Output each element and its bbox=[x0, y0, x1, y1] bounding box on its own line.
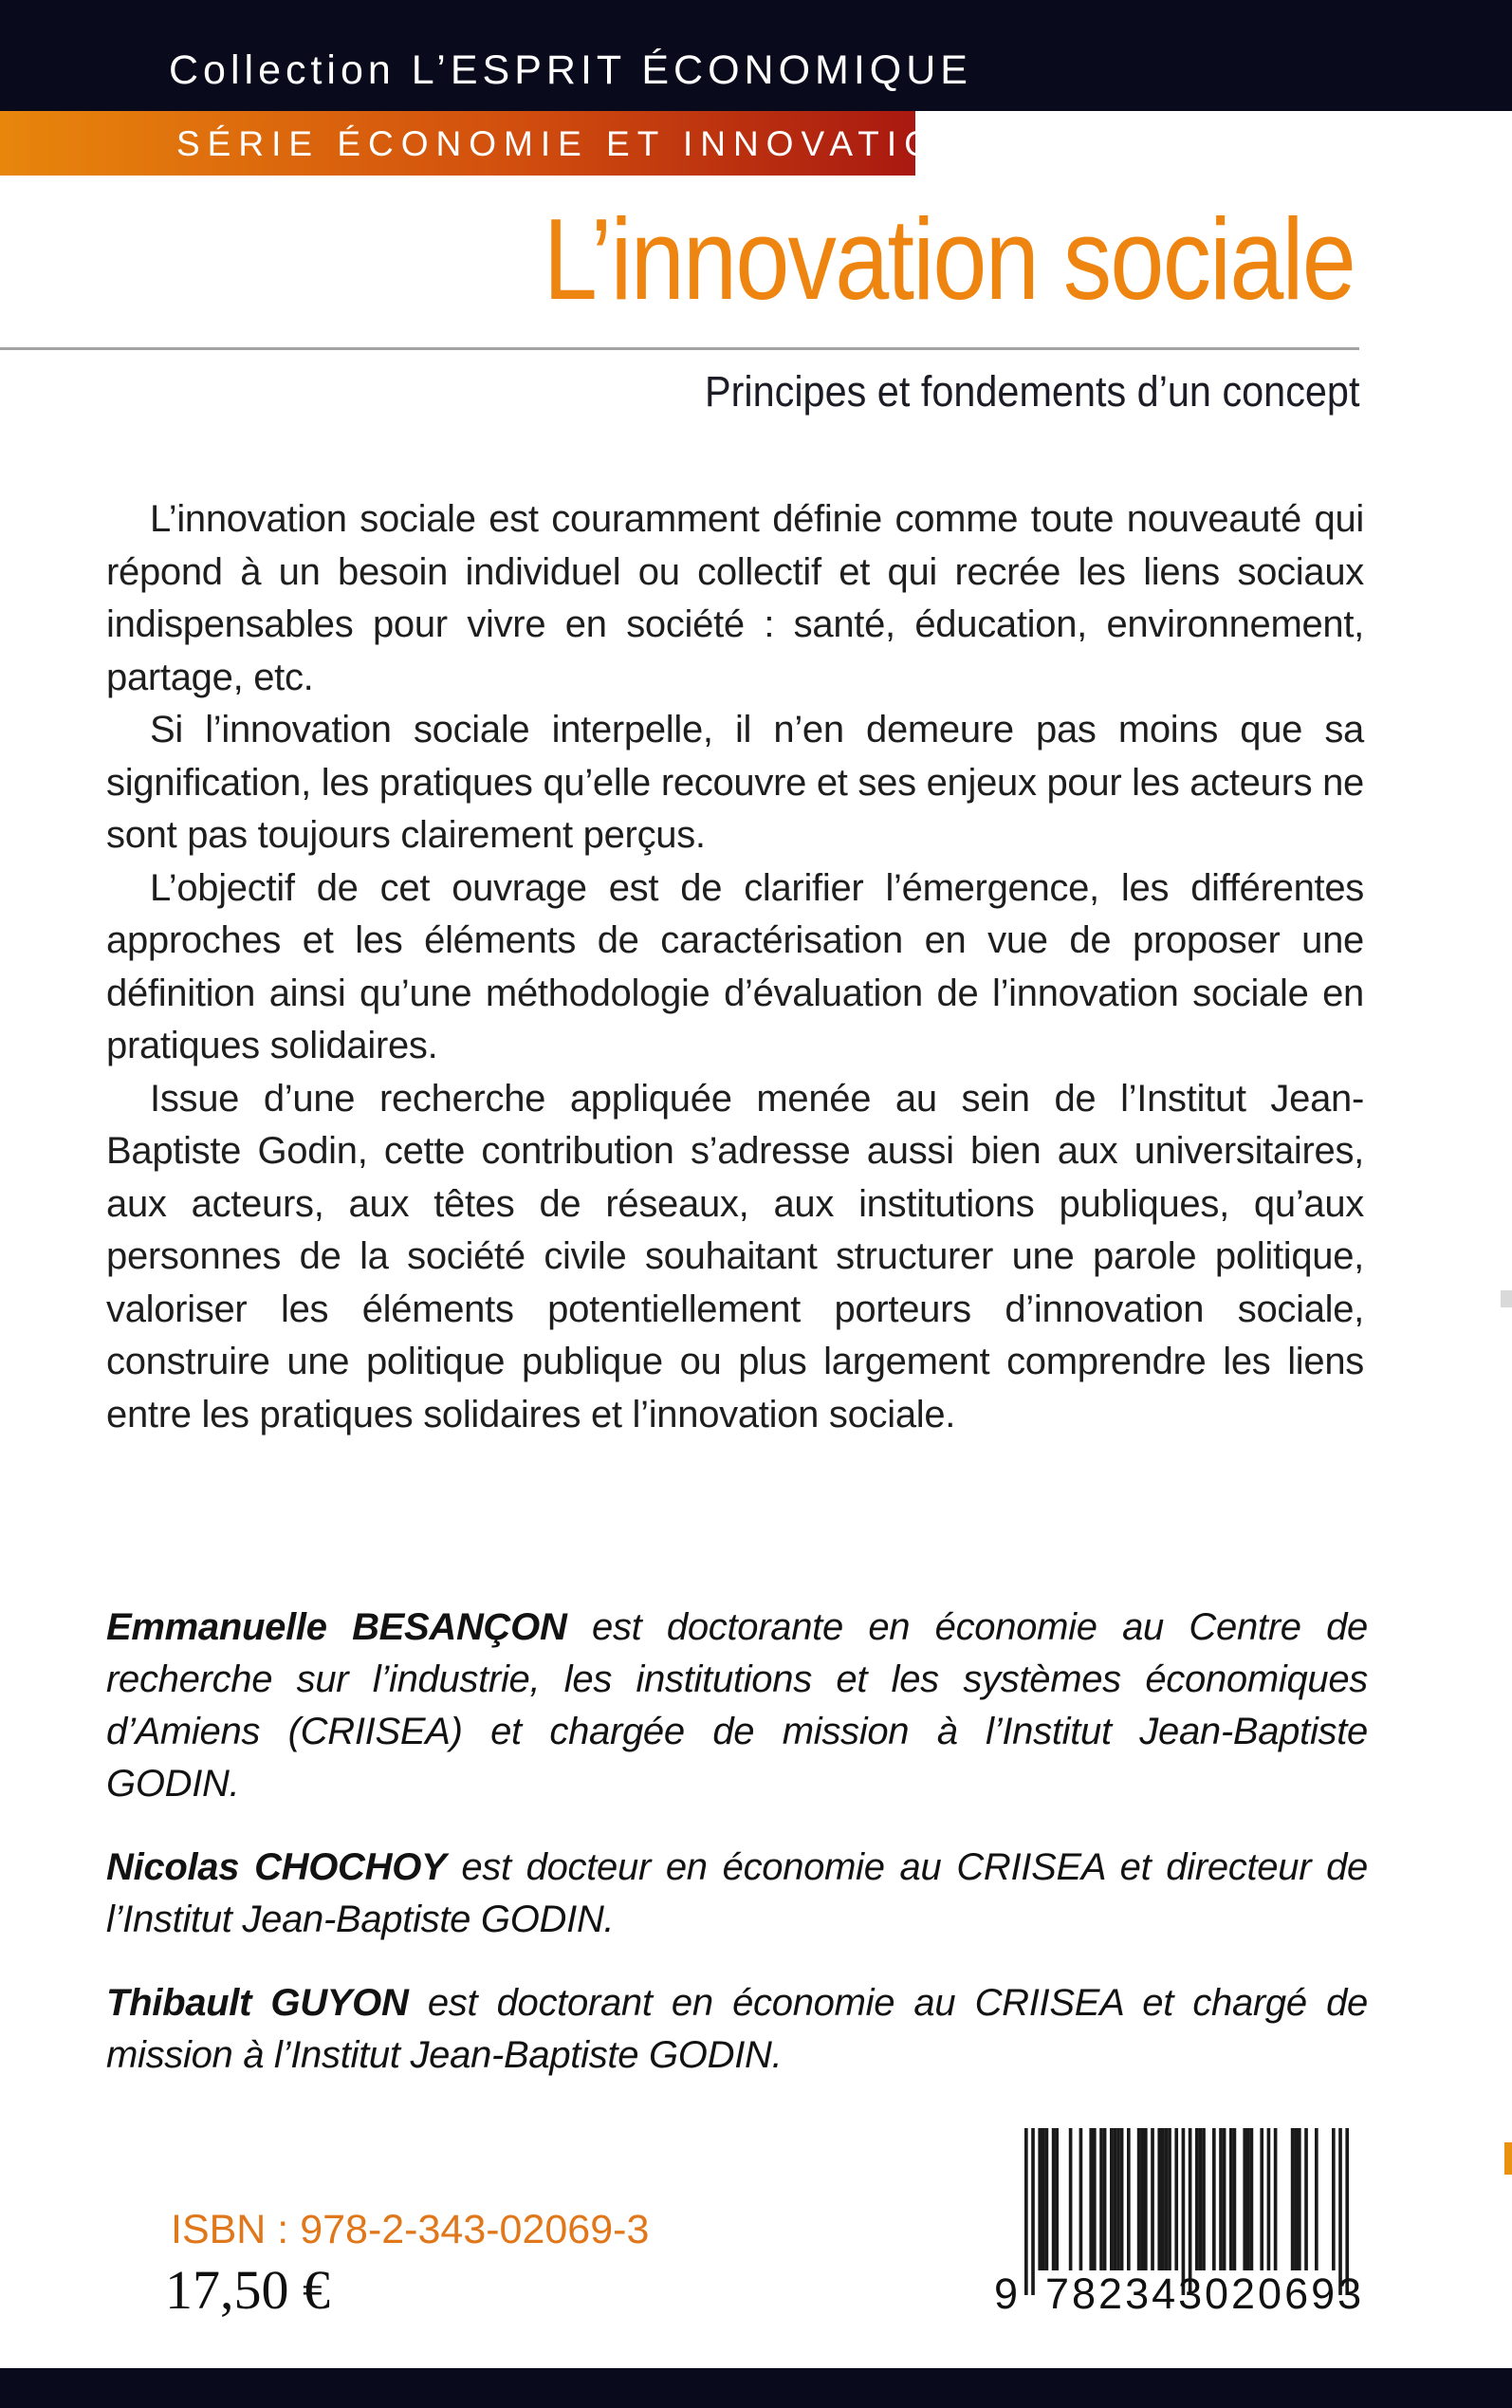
author-name: Thibault GUYON bbox=[106, 1982, 409, 2024]
back-cover-summary bbox=[106, 493, 1364, 1441]
title-divider-rule bbox=[0, 347, 1359, 350]
series-bar bbox=[0, 111, 972, 176]
author-bio-text: est doctorante en économie au Centre de recherche sur l’industrie, les institutions et les systèmes économiques d’Amiens (CRIISEA) et chargée de mission à l’Institut Jean-Baptiste GODIN. bbox=[106, 1606, 1368, 1805]
book-subtitle: Principes et fondements d’un concept bbox=[704, 367, 1359, 416]
author-bio bbox=[106, 1842, 1368, 1946]
right-edge-grey-mark bbox=[1501, 1290, 1512, 1307]
right-edge-orange-mark bbox=[1504, 2142, 1512, 2175]
price-label: 17,50 € bbox=[165, 2259, 330, 2321]
barcode-digits-left: 782343 bbox=[1045, 2269, 1206, 2318]
bottom-navy-bar bbox=[0, 2368, 1512, 2408]
summary-paragraph: Issue d’une recherche appliquée menée au sein de l’Institut Jean-Baptiste Godin, cette contribution s’adresse aussi bien aux universitaires, aux acteurs, aux têtes de réseaux, aux institutions publiques, qu’aux personnes de la société civile souhaitant structurer une parole politique, valoriser les éléments potentiellement porteurs d’innovation sociale, construire une politique publique ou plus largement comprendre les liens entre les pratiques solidaires et l’innovation sociale. bbox=[106, 1077, 1364, 1436]
summary-paragraph: L’objectif de cet ouvrage est de clarifier l’émergence, les différentes approches et les éléments de caractérisation en vue de proposer une définition ainsi qu’une méthodologie d’évaluation de l’innovation sociale en pratiques solidaires. bbox=[106, 866, 1364, 1066]
summary-paragraph: L’innovation sociale est couramment définie comme toute nouveauté qui répond à un besoin individuel ou collectif et qui recrée les liens sociaux indispensables pour vivre en société : santé, éducation, environnement, partage, etc. bbox=[106, 498, 1364, 698]
author-bio bbox=[106, 1977, 1368, 2082]
summary-paragraph: Si l’innovation sociale interpelle, il n’en demeure pas moins que sa signification, les pratiques qu’elle recouvre et ses enjeux pour les acteurs ne sont pas toujours clairement perçus. bbox=[106, 709, 1364, 856]
barcode-digits-right: 020693 bbox=[1205, 2269, 1365, 2318]
author-bio-text: est docteur en économie au CRIISEA et directeur de l’Institut Jean-Baptiste GODIN. bbox=[106, 1846, 1368, 1940]
author-name: Emmanuelle BESANÇON bbox=[106, 1606, 567, 1648]
author-bio-text: est doctorant en économie au CRIISEA et chargé de mission à l’Institut Jean-Baptiste GODIN. bbox=[106, 1982, 1368, 2076]
isbn-label: ISBN : 978-2-343-02069-3 bbox=[171, 2207, 650, 2252]
collection-banner bbox=[0, 0, 1512, 111]
series-name: SÉRIE ÉCONOMIE ET INNOVATION bbox=[176, 124, 972, 163]
barcode-digit-lead: 9 bbox=[994, 2269, 1019, 2318]
collection-name: Collection L’ESPRIT ÉCONOMIQUE bbox=[169, 47, 972, 93]
author-bios bbox=[106, 1602, 1368, 2113]
author-name: Nicolas CHOCHOY bbox=[106, 1846, 447, 1888]
author-bio bbox=[106, 1602, 1368, 1810]
book-title: L’innovation sociale bbox=[543, 194, 1355, 324]
